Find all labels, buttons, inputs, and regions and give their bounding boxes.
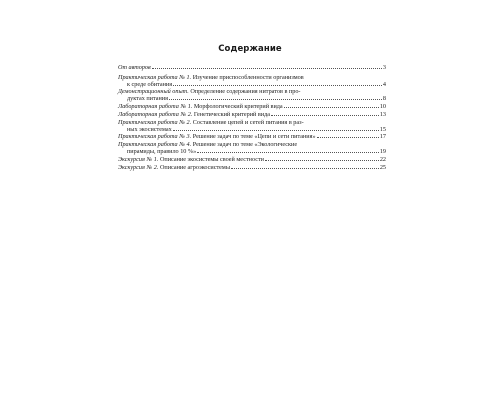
toc-page-number: 19	[379, 148, 386, 156]
toc-page-number: 25	[379, 163, 386, 171]
toc-page-number: 8	[382, 95, 386, 103]
dot-leader	[173, 129, 379, 131]
toc-entry-title: Морфологический критерий вида	[192, 103, 283, 111]
table-of-contents	[118, 65, 386, 173]
dot-leader	[284, 106, 379, 108]
toc-entry-title: Решение задач по теме «Экологические	[191, 141, 298, 149]
toc-entry-lab-1[interactable]	[118, 104, 386, 111]
toc-entry-title-continuation: дуктах питания	[127, 95, 168, 103]
toc-entry-authors[interactable]	[118, 65, 386, 72]
toc-entry-label: Практическая работа № 4.	[118, 141, 192, 149]
toc-entry-practical-3[interactable]	[118, 134, 386, 141]
toc-entry-practical-1[interactable]	[118, 75, 386, 88]
toc-page-number: 22	[379, 155, 386, 163]
toc-entry-label: Лабораторная работа № 2.	[118, 110, 193, 118]
dot-leader	[152, 67, 382, 69]
dot-leader	[317, 136, 379, 138]
toc-entry-label: Практическая работа № 1.	[118, 73, 192, 81]
toc-entry-demo-experiment[interactable]	[118, 89, 386, 102]
toc-entry-lab-2[interactable]	[118, 112, 386, 119]
page-title: Содержание	[218, 44, 282, 54]
dot-leader	[169, 98, 382, 100]
dot-leader	[231, 167, 379, 169]
toc-page-number: 10	[379, 103, 386, 111]
toc-entry-title-continuation: к среде обитания	[127, 80, 173, 88]
toc-page-number: 4	[382, 80, 386, 88]
toc-entry-label: Лабораторная работа № 1.	[118, 103, 193, 111]
dot-leader	[271, 114, 379, 116]
toc-entry-title-continuation: пирамиды, правило 10 %»	[127, 148, 197, 156]
toc-entry-title-continuation: ных экосистемах	[127, 125, 172, 133]
toc-entry-title: Изучение приспособленности организмов	[191, 73, 304, 81]
dot-leader	[197, 151, 379, 153]
toc-entry-excursion-1[interactable]	[118, 157, 386, 164]
toc-page-number: 17	[379, 133, 386, 141]
toc-page-number: 15	[379, 125, 386, 133]
toc-entry-label: Экскурсия № 1.	[118, 155, 159, 163]
toc-entry-title: Описание экосистемы своей местности	[158, 155, 264, 163]
toc-entry-practical-2[interactable]	[118, 120, 386, 133]
dot-leader	[173, 84, 382, 86]
toc-entry-excursion-2[interactable]	[118, 165, 386, 172]
toc-entry-label: Практическая работа № 2.	[118, 118, 192, 126]
toc-entry-label: Экскурсия № 2.	[118, 163, 159, 171]
toc-entry-practical-4[interactable]	[118, 142, 386, 155]
toc-page-number: 13	[379, 110, 386, 118]
toc-entry-title: Описание агроэкосистемы	[158, 163, 230, 171]
toc-page-number: 3	[382, 64, 386, 71]
toc-entry-label: Практическая работа № 3.	[118, 133, 192, 141]
dot-leader	[265, 159, 379, 161]
toc-entry-label: Демонстрационный опыт.	[118, 88, 189, 96]
toc-entry-title: Определение содержания нитратов в про-	[188, 88, 301, 96]
toc-entry-title: Генетический критерий вида	[192, 110, 271, 118]
toc-entry-title: Решение задач по теме «Цепи и сети питания»	[191, 133, 316, 141]
toc-entry-label: От авторов	[118, 64, 151, 71]
toc-entry-title: Составление цепей и сетей питания в раз-	[191, 118, 304, 126]
